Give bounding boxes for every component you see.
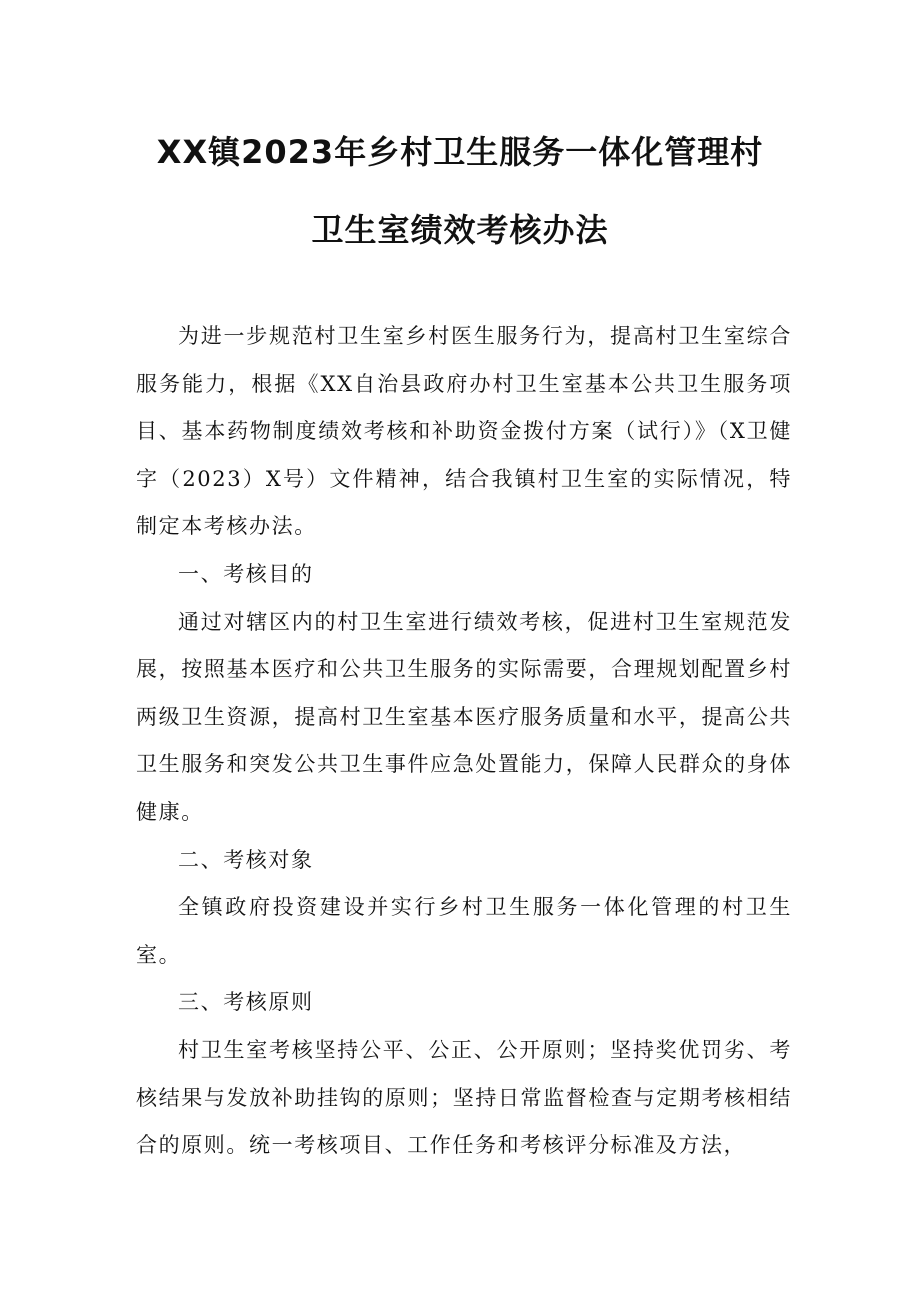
document-body [136,313,792,1170]
section-heading-purpose: 一、考核目的 [178,561,314,586]
purpose-paragraph: 通过对辖区内的村卫生室进行绩效考核，促进村卫生室规范发展，按照基本医疗和公共卫生服务的实际需要，合理规划配置乡村两级卫生资源，提高村卫生室基本医疗服务质量和水平，提高公共卫生服务和突发公共卫生事件应急处置能力，保障人民群众的身体健康。 [136,609,792,824]
document-title-line-1: XX镇2023年乡村卫生服务一体化管理村 [156,133,764,171]
target-paragraph: 全镇政府投资建设并实行乡村卫生服务一体化管理的村卫生室。 [136,895,792,967]
section-heading-target: 二、考核对象 [178,847,314,872]
intro-paragraph: 为进一步规范村卫生室乡村医生服务行为，提高村卫生室综合服务能力，根据《XX自治县政府办村卫生室基本公共卫生服务项目、基本药物制度绩效考核和补助资金拨付方案（试行）》（X卫健字（2023）X号）文件精神，结合我镇村卫生室的实际情况，特制定本考核办法。 [136,324,792,539]
document-title-line-2: 卫生室绩效考核办法 [311,211,609,249]
section-heading-principle: 三、考核原则 [178,990,314,1015]
principle-paragraph: 村卫生室考核坚持公平、公正、公开原则；坚持奖优罚劣、考核结果与发放补助挂钩的原则；坚持日常监督检查与定期考核相结合的原则。统一考核项目、工作任务和考核评分标准及方法， [136,1037,792,1158]
